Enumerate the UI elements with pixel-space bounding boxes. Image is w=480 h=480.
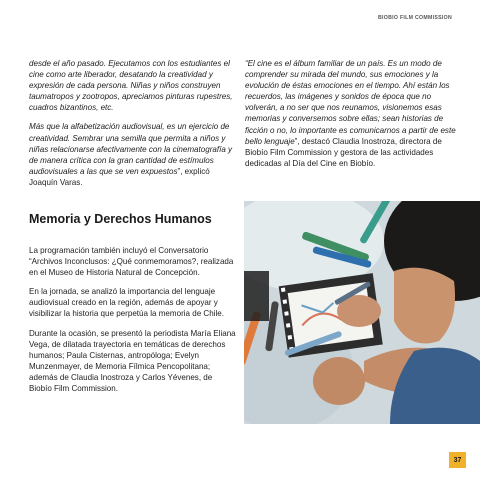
photo-illustration (244, 201, 480, 424)
left-bottom-column (29, 245, 237, 402)
attribution-text: ”, explicó Joaquín Varas. (29, 166, 210, 187)
paragraph: En la jornada, se analizó la importancia del lenguaje audiovisual creado en la región, además de apoyar y visibilizar la historia que perpetúa la memoria de Chile. (29, 287, 225, 319)
left-top-column (29, 58, 237, 196)
section-title: Memoria y Derechos Humanos (29, 212, 212, 226)
photo-child-drawing (244, 201, 480, 424)
paragraph (245, 58, 457, 169)
paragraph (29, 121, 237, 188)
quote-text: “El cine es el álbum familiar de un país. Es un modo de comprender su mirada del mundo, sus emociones y la evolución de éstas emociones en el tiempo. Ahí están los recuerdos, las imágenes y sonidos de época que no volverán, a no ser que nos reunamos, visionemos esas memorias y conversemos sobre ellas; sean historias de ficción o no, lo importante es comunicarnos a partir de este bello lenguaje (245, 59, 456, 146)
paragraph: La programación también incluyó el Conversatorio “Archivos Inconclusos: ¿Qué conmemoramos?, realizada en el Museo de Historia Natural de Concepción. (29, 246, 234, 278)
page-number: 37 (449, 452, 466, 468)
quote-text: Más que la alfabetización audiovisual, es un ejercicio de creatividad. Sembrar una semilla que permita a niños y niñas relacionarse afectivamente con la cinematografía y de manera crítica con la gran cantidad de estímulos audiovisuales a las que se ven expuestos (29, 122, 233, 176)
right-top-column (245, 58, 457, 177)
attribution-text: ”, destacó Claudia Inostroza, directora de Biobío Film Commission y gestora de las actividades dedicadas al Día del Cine en Biobío. (245, 136, 442, 168)
paragraph: Durante la ocasión, se presentó la periodista María Eliana Vega, de dilatada trayectoria en temáticas de derechos humanos; Paula Cisternas, antropóloga; Evelyn Munzenmayer, de Memoria Fílmica Pencopolitana; además de Claudia Inostroza y Carlos Yévenes, de Biobío Film Commission. (29, 328, 236, 394)
header-brand: BIOBIO FILM COMMISSION (377, 15, 452, 21)
paragraph: desde el año pasado. Ejecutamos con los estudiantes el cine como arte liberador, desatando la creatividad y expresión de cada persona. Niñas y niños construyen taumatropos y zootropos, apreciamos pinturas rupestres, cuadros bizantinos, etc. (29, 59, 233, 113)
